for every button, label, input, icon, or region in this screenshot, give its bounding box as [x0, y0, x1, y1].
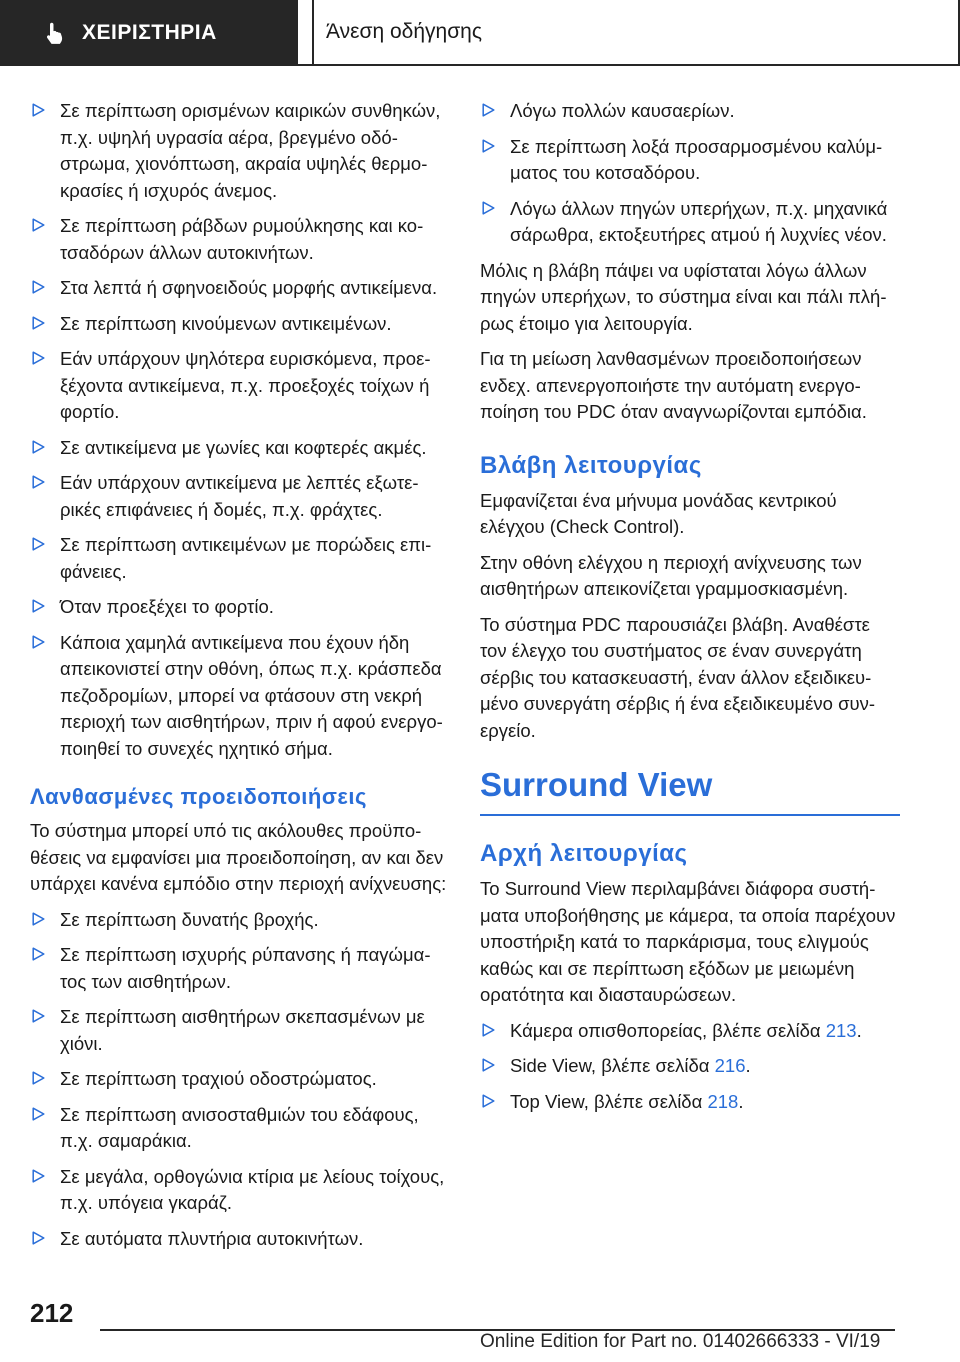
- heading-principle: Αρχή λειτουργίας: [480, 840, 688, 867]
- bullet-triangle-icon: [32, 475, 45, 489]
- list-item-text: Σε αντικείμενα με γωνίες και κοφτερές ακμές.: [60, 436, 427, 458]
- false-warning-conditions-list: [30, 907, 450, 1253]
- list-item: [30, 532, 450, 585]
- section-title: Άνεση οδήγησης: [312, 0, 960, 66]
- list-item-text: Σε περίπτωση αντικειμένων με πορώδεις επιφάνειες.: [60, 534, 432, 582]
- list-item-text: Λόγω άλλων πηγών υπερήχων, π.χ. μηχανικά σάρωθρα, εκτοξευτήρες ατμού ή λυχνίες νέον.: [510, 197, 888, 245]
- bullet-triangle-icon: [32, 103, 45, 117]
- list-item-text: Σε περίπτωση ράβδων ρυμούλκησης και κοτσαδόρων άλλων αυτοκινήτων.: [60, 215, 424, 263]
- list-item: [30, 435, 450, 462]
- chapter-tab[interactable]: [0, 0, 298, 66]
- hand-pointer-icon: [42, 20, 68, 46]
- list-item-text: Εάν υπάρχουν αντικείμενα με λεπτές εξωτερικές επιφάνειες ή δομές, π.χ. φράχτες.: [60, 472, 419, 520]
- list-item: [30, 470, 450, 523]
- list-item-text: Σε περίπτωση αισθητήρων σκεπασμένων με χιόνι.: [60, 1006, 425, 1054]
- list-item: [30, 1164, 450, 1217]
- bullet-triangle-icon: [32, 316, 45, 330]
- reference-end: .: [745, 1055, 751, 1076]
- page-link[interactable]: 218: [707, 1090, 739, 1112]
- list-item: [30, 907, 450, 934]
- list-item: [30, 275, 450, 302]
- limitations-list: [30, 98, 450, 762]
- bullet-triangle-icon: [32, 1009, 45, 1023]
- list-item: [30, 346, 450, 426]
- list-item: [30, 1004, 450, 1057]
- reference-item: [480, 1018, 900, 1045]
- paragraph-surround-view: Το Surround View περιλαμβάνει διάφορα συστήματα υποβοήθησης με κάμερα, τα οποία παρέχουν υποστήριξη κατά το παρκάρισμα, τους ελιγμούς καθώς και σε περίπτωση εξόδων με μειωμένη ορατότητα και διασταυρώσεων.: [480, 878, 896, 1005]
- heading-false-warnings: Λανθασμένες προειδοποιήσεις: [30, 784, 367, 809]
- page-header: [0, 0, 960, 66]
- list-item-text: Λόγω πολλών καυσαερίων.: [510, 100, 735, 121]
- paragraph-check-control: Εμφανίζεται ένα μήνυμα μονάδας κεντρικού ελέγχου (Check Control).: [480, 489, 837, 537]
- bullet-triangle-icon: [482, 1023, 495, 1037]
- page-link[interactable]: 213: [825, 1019, 857, 1041]
- list-item-text: Σε περίπτωση τραχιού οδοστρώματος.: [60, 1068, 377, 1089]
- list-item-text: Σε αυτόματα πλυντήρια αυτοκινήτων.: [60, 1227, 364, 1249]
- list-item: [30, 630, 450, 763]
- reference-text: Top View, βλέπε σελίδα: [510, 1090, 708, 1112]
- bullet-triangle-icon: [32, 440, 45, 454]
- bullet-triangle-icon: [32, 1169, 45, 1183]
- bullet-triangle-icon: [32, 635, 45, 649]
- list-item-text: Σε μεγάλα, ορθογώνια κτίρια με λείους τοίχους, π.χ. υπόγεια γκαράζ.: [60, 1165, 445, 1213]
- reference-list: [480, 1018, 900, 1116]
- bullet-triangle-icon: [32, 1107, 45, 1121]
- list-item-text: Σε περίπτωση ορισμένων καιρικών συνθηκών, π.χ. υψηλή υγρασία αέρα, βρεγμένο οδόστρωμα, χιονόπτωση, ακραία υψηλές θερμοκρασίες ή ισχυρός άνεμος.: [60, 100, 441, 201]
- list-item: [480, 134, 900, 187]
- list-item: [30, 942, 450, 995]
- page-link[interactable]: 216: [714, 1055, 746, 1076]
- bullet-triangle-icon: [482, 1058, 495, 1072]
- reference-text: Side View, βλέπε σελίδα: [510, 1055, 715, 1076]
- reference-item: [480, 1089, 900, 1116]
- list-item: [30, 1066, 450, 1093]
- heading-malfunction: Βλάβη λειτουργίας: [480, 451, 702, 479]
- list-item-text: Σε περίπτωση ανισοσταθμιών του εδάφους, π.χ. σαμαράκια.: [60, 1103, 419, 1151]
- bullet-triangle-icon: [32, 280, 45, 294]
- reference-end: .: [738, 1090, 744, 1112]
- bullet-triangle-icon: [32, 1071, 45, 1085]
- list-item: [480, 196, 900, 249]
- right-column: [480, 98, 900, 1124]
- list-item-text: Στα λεπτά ή σφηνοειδούς μορφής αντικείμενα.: [60, 277, 438, 298]
- list-item: [30, 98, 450, 204]
- reference-text: Κάμερα οπισθοπορείας, βλέπε σελίδα: [510, 1019, 826, 1041]
- list-item: [30, 213, 450, 266]
- false-warning-conditions-list-cont: [480, 98, 900, 249]
- list-item: [30, 1226, 450, 1253]
- left-column: [30, 98, 450, 1261]
- paragraph-false-warnings: Το σύστημα μπορεί υπό τις ακόλουθες προϋποθέσεις να εμφανίσει μια προειδοποίηση, αν και δεν υπάρχει κανένα εμπόδιο στην περιοχή ανίχνευσης:: [30, 820, 447, 894]
- bullet-triangle-icon: [32, 947, 45, 961]
- bullet-triangle-icon: [482, 103, 495, 117]
- list-item-text: Κάποια χαμηλά αντικείμενα που έχουν ήδη απεικονιστεί στην οθόνη, όπως π.χ. κράσπεδα πεζοδρομίων, μπορεί να φτάσουν στη νεκρή περιοχή των αισθητήρων, πριν ή αφού ενεργοποιηθεί το συνεχές ηχητικό σήμα.: [60, 631, 443, 759]
- bullet-triangle-icon: [32, 351, 45, 365]
- paragraph-reduce-warnings: Για τη μείωση λανθασμένων προειδοποιήσεων ενδεχ. απενεργοποιήστε την αυτόματη ενεργοποίηση του PDC όταν αναγνωρίζονται εμπόδια.: [480, 348, 867, 422]
- list-item-text: Σε περίπτωση κινούμενων αντικειμένων.: [60, 312, 392, 334]
- paragraph-hatched-area: Στην οθόνη ελέγχου η περιοχή ανίχνευσης των αισθητήρων απεικονίζεται γραμμοσκιασμένη.: [480, 551, 862, 599]
- reference-item: [480, 1053, 900, 1080]
- list-item: [30, 1102, 450, 1155]
- bullet-triangle-icon: [32, 218, 45, 232]
- list-item: [480, 98, 900, 125]
- bullet-triangle-icon: [32, 912, 45, 926]
- page-number: 212: [30, 1298, 74, 1328]
- list-item-text: Σε περίπτωση δυνατής βροχής.: [60, 908, 319, 930]
- bullet-triangle-icon: [32, 599, 45, 613]
- bullet-triangle-icon: [482, 1094, 495, 1108]
- bullet-triangle-icon: [482, 201, 495, 215]
- list-item: [30, 311, 450, 338]
- chapter-tab-label: ΧΕΙΡΙΣΤΗΡΙΑ: [82, 21, 217, 44]
- list-item: [30, 594, 450, 621]
- list-item-text: Σε περίπτωση λοξά προσαρμοσμένου καλύμματος του κοτσαδόρου.: [510, 135, 883, 183]
- bullet-triangle-icon: [32, 537, 45, 551]
- list-item-text: Σε περίπτωση ισχυρής ρύπανσης ή παγώματος των αισθητήρων.: [60, 944, 431, 992]
- list-item-text: Όταν προεξέχει το φορτίο.: [60, 596, 274, 617]
- bullet-triangle-icon: [482, 139, 495, 153]
- header-divider: [0, 64, 312, 66]
- paragraph-service: Το σύστημα PDC παρουσιάζει βλάβη. Αναθέστε τον έλεγχο του συστήματος σε έναν συνεργάτη σέρβις του κατασκευαστή, έναν άλλον εξειδικευμένο συνεργάτη σέρβις ή ένα εξειδικευμένο συνεργείο.: [480, 613, 876, 741]
- list-item-text: Εάν υπάρχουν ψηλότερα ευρισκόμενα, προεξέχοντα αντικείμενα, π.χ. προεξοχές τοίχων ή φορτίο.: [60, 348, 431, 422]
- chapter-title-surround-view: Surround View: [480, 766, 900, 816]
- bullet-triangle-icon: [32, 1231, 45, 1245]
- reference-end: .: [856, 1019, 862, 1041]
- paragraph-ultrasound: Μόλις η βλάβη πάψει να υφίσταται λόγω άλλων πηγών υπερήχων, το σύστημα είναι και πάλι πλήρως έτοιμο για λειτουργία.: [480, 259, 887, 334]
- edition-note: Online Edition for Part no. 01402666333 - VI/19: [480, 1331, 881, 1352]
